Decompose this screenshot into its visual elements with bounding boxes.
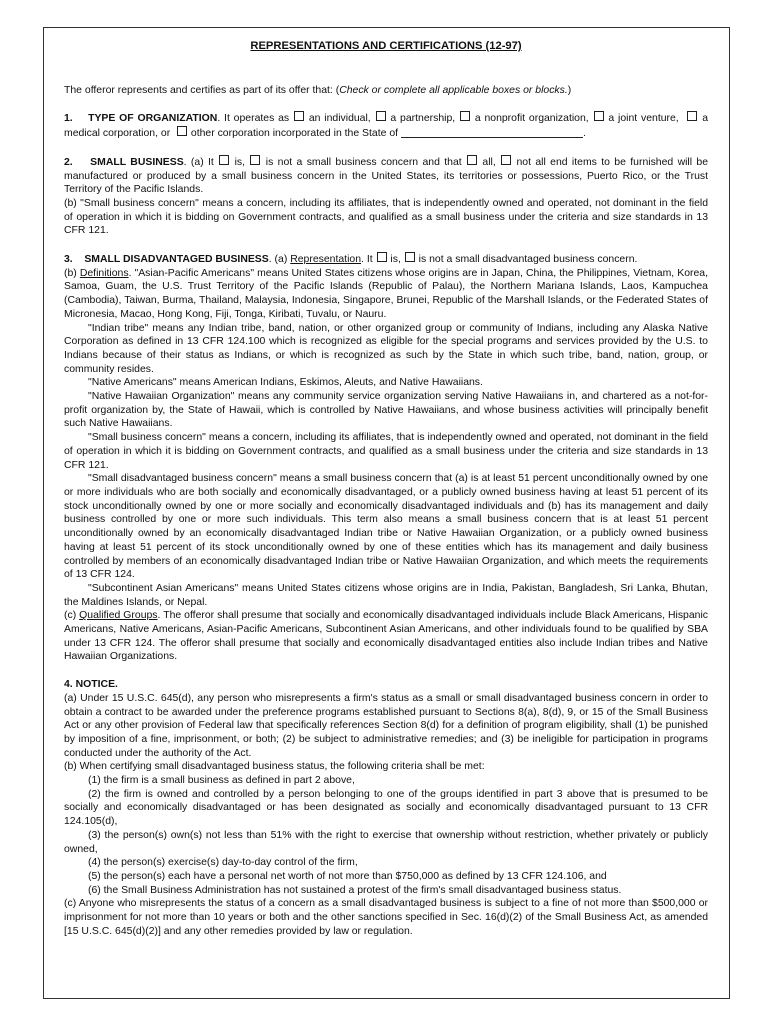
- state-field[interactable]: [401, 127, 583, 138]
- def-native-americans: "Native Americans" means American Indians, Eskimos, Aleuts, and Native Hawaiians.: [88, 377, 483, 389]
- checkbox-sb-all[interactable]: [467, 155, 477, 165]
- s4-heading: 4. NOTICE.: [64, 679, 118, 691]
- section-4-heading: [64, 678, 708, 692]
- section-3c: [64, 609, 708, 664]
- s1-opt-individual: an individual,: [308, 113, 375, 125]
- s1-heading: TYPE OF ORGANIZATION: [88, 113, 218, 125]
- criteria-1: (1) the firm is a small business as defined in part 2 above,: [88, 775, 355, 787]
- criteria-3: (3) the person(s) own(s) not less than 51% with the right to exercise that ownership without restriction, whether privately or publicly owned,: [64, 829, 708, 855]
- section-1: [64, 111, 708, 140]
- checkbox-partnership[interactable]: [376, 111, 386, 121]
- s3-c-pre: (c): [64, 610, 80, 622]
- section-4c: (c) Anyone who misrepresents the status of a concern as a small disadvantaged business is subject to a fine of not more than $500,000 or imprisonment for not more than 10 years or both and the other sanctions specified in Sec. 16(d)(2) of the Small Business Act, as amended [15 U.S.C. 645(d)(2)] and any other remedies provided by law or regulation.: [64, 898, 708, 937]
- criteria-5: (5) the person(s) each have a personal net worth of not more than $750,000 as defined by 13 CFR 124.106, and: [88, 870, 607, 882]
- s2-a-isnot: is not a small business concern and that: [265, 156, 467, 168]
- checkbox-individual[interactable]: [294, 111, 304, 121]
- s3-a-pre: . (a): [268, 254, 291, 266]
- s3-c-text: . The offeror shall presume that socially and economically disadvantaged individuals include Black Americans, Hispanic Americans, Native Americans, Asian-Pacific Americans, Subcontinent Asian Americans, and other individuals found to be qualified by SBA under 13 CFR 124. The offeror shall presume that socially and economically disadvantaged entities also include Indian tribes and Native Hawaiian Organizations.: [64, 610, 708, 663]
- s1-end: .: [582, 128, 586, 140]
- section-4a: (a) Under 15 U.S.C. 645(d), any person who misrepresents a firm's status as a small or small disadvantaged business concern in order to obtain a contract to be awarded under the preference programs established pursuant to Sections 8(a), 8(d), 9, or 15 of the Small Business Act or any other provision of Federal law that specifically references Section 8(d) for a definition of program eligibility, shall (1) be punished by imposition of a fine, imprisonment, or both; (2) be subject to administrative remedies; and (3) be ineligible for participation in programs conducted under the authority of the Act.: [64, 692, 708, 759]
- intro-close: ): [567, 84, 572, 96]
- section-2b: (b) "Small business concern" means a concern, including its affiliates, that is independently owned and operated, not dominant in the field of operation in which it is bidding on Government contracts, and qualified as a small business under the criteria and size standards in 13 CFR 121.: [64, 197, 708, 237]
- s3-a-is: is,: [390, 254, 404, 266]
- checkbox-sdb-is[interactable]: [377, 252, 387, 262]
- s3-num: 3.: [64, 254, 73, 266]
- checkbox-sdb-is-not[interactable]: [405, 252, 415, 262]
- s1-opt-nonprofit: a nonprofit organization,: [474, 113, 593, 125]
- s3-a-isnot: is not a small disadvantaged business concern.: [418, 254, 638, 266]
- s1-opt-partnership: a partnership,: [390, 113, 459, 125]
- s3-heading: SMALL DISADVANTAGED BUSINESS: [84, 254, 269, 266]
- s2-a-notall: not all end items to be furnished will be manufactured or produced by a small business concern in the United States, its territories or possessions, Puerto Rico, or the Trust Territory of the Pacific Islands.: [64, 156, 709, 196]
- def-sdb-concern: "Small disadvantaged business concern" means a small business concern that (a) is at least 51 percent unconditionally owned by one or more individuals who are both socially and economically disadvantaged, or a publicly owned business having at least 51 percent of its stock unconditionally owned by one or more socially and economically disadvantaged individuals and (b) has its management and daily business controlled by one or more such individuals. This term also means a small business concern that is at least 51 percent unconditionally owned by an economically disadvantaged Indian tribe or Native Hawaiian Organization, or a publicly owned business having at least 51 percent of its stock unconditionally owned by one of these entities which has its management and daily business controlled by members of an economically disadvantaged Indian tribe or Native Hawaiian Organization, and which meets the requirements of 13 CFR 124.: [64, 473, 708, 581]
- section-3a: [64, 252, 708, 267]
- s1-lead: . It operates as: [217, 113, 293, 125]
- intro-instruction: Check or complete all applicable boxes or blocks.: [339, 84, 568, 96]
- checkbox-sb-not-all[interactable]: [501, 155, 511, 165]
- s2-a-is: is,: [234, 156, 250, 168]
- s2-a-lead: . (a) It: [183, 156, 219, 168]
- s1-opt-joint: a joint venture,: [608, 113, 683, 125]
- checkbox-nonprofit[interactable]: [460, 111, 470, 121]
- s1-opt-other: other corporation incorporated in the State of: [190, 128, 399, 140]
- section-2a: [64, 155, 708, 197]
- intro-text: The offeror represents and certifies as part of its offer that: (: [64, 84, 340, 96]
- def-indian-tribe: "Indian tribe" means any Indian tribe, band, nation, or other organized group or community of Indians, including any Alaska Native Corporation as defined in 13 CFR 124.100 which is recognized as eligible for the special programs and services provided by the U.S. to Indians because of their status as Indians, or which is recognized as such by the State in which such tribe, band, nation, group, or community resides.: [64, 322, 708, 375]
- s3-a-mid: . It: [361, 254, 376, 266]
- def-native-hawaiian-org: "Native Hawaiian Organization" means any community service organization serving Native Hawaiians in, and chartered as a not-for-profit organization by, the State of Hawaii, which is controlled by Native Hawaiians, and whose business activities will principally benefit such Native Hawaiians.: [64, 391, 708, 430]
- checkbox-sb-is[interactable]: [219, 155, 229, 165]
- s3-definitions: Definitions: [79, 267, 129, 279]
- s1-opt-medical: a medical corporation, or: [64, 113, 709, 140]
- s3-b-text: . "Asian-Pacific Americans" means United States citizens whose origins are in Japan, China, the Philippines, Vietnam, Korea, Samoa, Guam, the U.S. Trust Territory of the Pacific Islands (Republic of Palau), the Northern Mariana Islands, Laos, Kampuchea (Cambodia), Taiwan, Burma, Thailand, Malaysia, Indonesia, Singapore, Brunei, Republic of the Marshall Islands, or the Federated States of Micronesia, Macao, Hong Kong, Fiji, Tonga, Kiribati, Tuvalu, or Nauru.: [64, 267, 709, 320]
- s2-a-all: all,: [482, 156, 501, 168]
- criteria-6: (6) the Small Business Administration has not sustained a protest of the firm's small disadvantaged business status.: [88, 884, 622, 896]
- criteria-2: (2) the firm is owned and controlled by a person belonging to one of the groups identified in part 3 above that is presumed to be socially and economically disadvantaged or has been designated as socially and economically disadvantaged pursuant to 13 CFR 124.105(d),: [64, 788, 708, 828]
- s2-num: 2.: [64, 156, 73, 168]
- checkbox-other-corporation[interactable]: [177, 126, 187, 136]
- s2-heading: SMALL BUSINESS: [90, 156, 184, 168]
- checkbox-medical[interactable]: [687, 111, 697, 121]
- s3-b-pre: (b): [64, 267, 80, 279]
- section-4b: (b) When certifying small disadvantaged business status, the following criteria shall be met:: [64, 761, 485, 773]
- checkbox-joint-venture[interactable]: [594, 111, 604, 121]
- document-body: [64, 32, 708, 938]
- section-3b: [64, 267, 708, 322]
- intro-paragraph: [64, 84, 708, 98]
- s3-qualified-groups: Qualified Groups: [79, 610, 158, 622]
- def-small-business-concern: "Small business concern" means a concern, including its affiliates, that is independently owned and operated, not dominant in the field of operation in which it is bidding on Government contracts, and qualified as a small business under the criteria and size standards in 13 CFR 121.: [64, 432, 708, 471]
- criteria-4: (4) the person(s) exercise(s) day-to-day control of the firm,: [88, 857, 358, 869]
- def-subcontinent-asian: "Subcontinent Asian Americans" means United States citizens whose origins are in India, Pakistan, Bangladesh, Sri Lanka, Bhutan, the Maldines Islands, or Nepal.: [64, 582, 708, 608]
- s3-representation: Representation: [290, 254, 362, 266]
- checkbox-sb-is-not[interactable]: [250, 155, 260, 165]
- document-title: REPRESENTATIONS AND CERTIFICATIONS (12-97): [250, 40, 522, 52]
- s1-num: 1.: [64, 113, 73, 125]
